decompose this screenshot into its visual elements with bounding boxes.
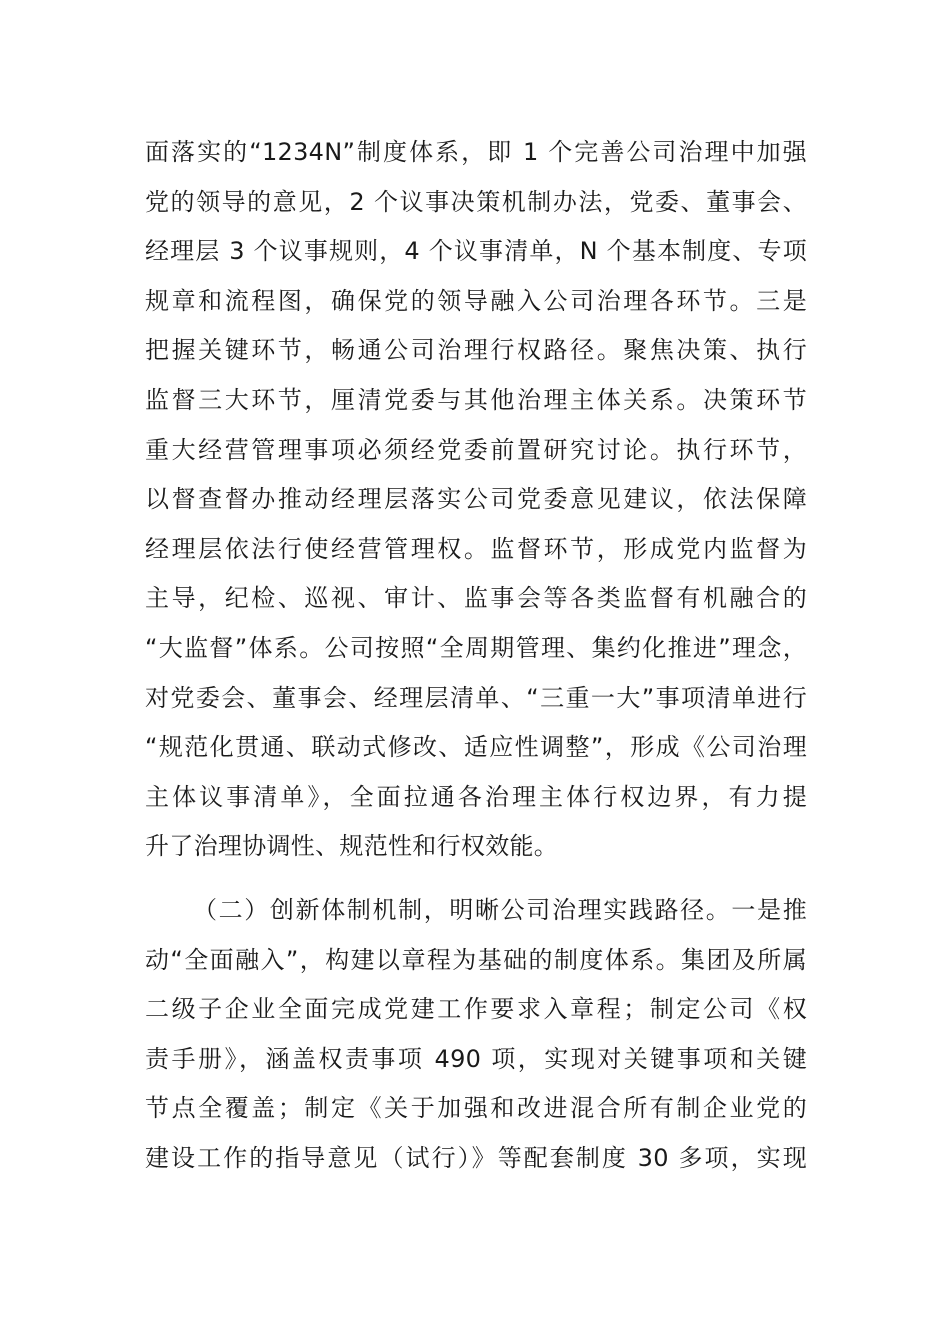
- text-line: 党的领导的意见，2 个议事决策机制办法，党委、董事会、: [145, 187, 807, 216]
- text-line: 二级子企业全面完成党建工作要求入章程；制定公司《权: [145, 995, 807, 1024]
- text-line: 动“全面融入”，构建以章程为基础的制度体系。集团及所属: [145, 945, 807, 974]
- text-line: 建设工作的指导意见（试行）》等配套制度 30 多项，实现: [145, 1143, 807, 1172]
- paragraph-1: [145, 128, 807, 872]
- text-line: 主体议事清单》，全面拉通各治理主体行权边界，有力提: [145, 782, 807, 811]
- text-line: 升了治理协调性、规范性和行权效能。: [145, 832, 559, 861]
- text-line: “大监督”体系。公司按照“全周期管理、集约化推进”理念，: [145, 633, 807, 662]
- text-line: 把握关键环节，畅通公司治理行权路径。聚焦决策、执行: [145, 336, 807, 365]
- text-line: 节点全覆盖；制定《关于加强和改进混合所有制企业党的: [145, 1094, 807, 1123]
- paragraph-2: [145, 886, 807, 1184]
- text-line: 对党委会、董事会、经理层清单、“三重一大”事项清单进行: [145, 683, 807, 712]
- text-line: 经理层依法行使经营管理权。监督环节，形成党内监督为: [145, 534, 807, 563]
- text-line: 以督查督办推动经理层落实公司党委意见建议，依法保障: [145, 485, 807, 514]
- text-line: 责手册》，涵盖权责事项 490 项，实现对关键事项和关键: [145, 1044, 807, 1073]
- text-line: 监督三大环节，厘清党委与其他治理主体关系。决策环节: [145, 385, 807, 414]
- text-line: 面落实的“1234N”制度体系，即 1 个完善公司治理中加强: [145, 138, 807, 166]
- text-line: 规章和流程图，确保党的领导融入公司治理各环节。三是: [145, 286, 807, 315]
- text-line: 重大经营管理事项必须经党委前置研究讨论。执行环节，: [145, 435, 807, 464]
- text-line: “规范化贯通、联动式修改、适应性调整”，形成《公司治理: [145, 733, 807, 762]
- text-line: （二）创新体制机制，明晰公司治理实践路径。一是推: [193, 896, 807, 924]
- text-line: 经理层 3 个议事规则，4 个议事清单，N 个基本制度、专项: [145, 237, 807, 266]
- text-line: 主导，纪检、巡视、审计、监事会等各类监督有机融合的: [145, 584, 807, 613]
